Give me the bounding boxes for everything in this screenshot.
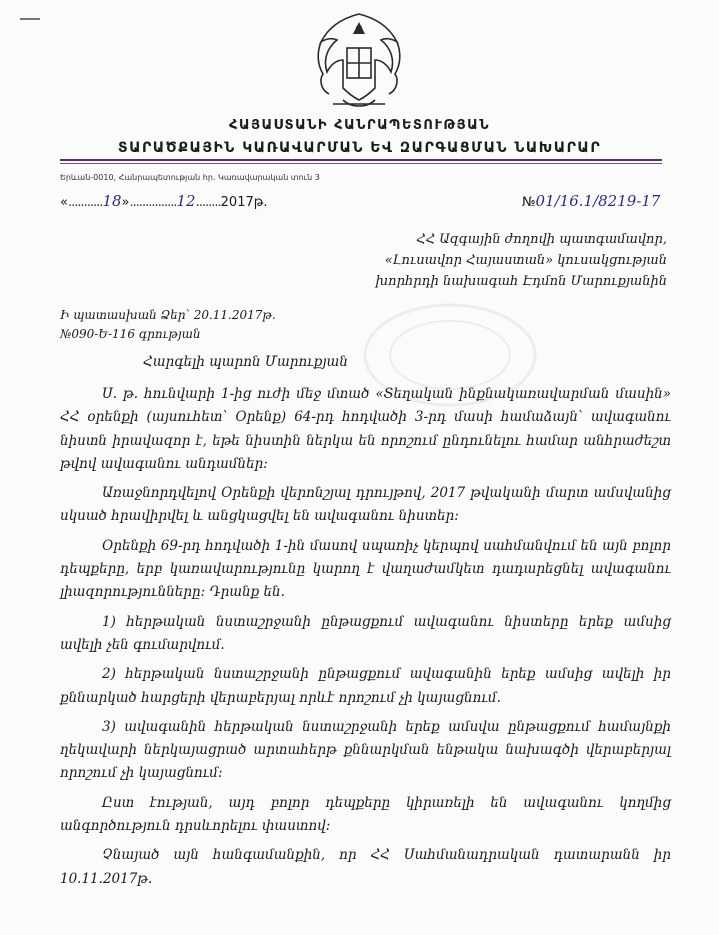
body-paragraph: Չնայած այն հանգամանքին, որ ՀՀ Սահմանադրական դատարանն իր 10.11.2017թ. <box>60 847 671 887</box>
date-day: 18 <box>102 192 122 210</box>
list-item: 2) հերթական նստաշրջանի ընթացքում ավագանին երեք ամսից ավելի իր քննարկած հարցերի վերաբերյալ որևէ որոշում չի կայացնում. <box>60 666 671 706</box>
body-paragraph: Ըստ էության, այդ բոլոր դեպքերը կիրառելի են ավագանու կողմից անգործություն դրսևորելու փաստով: <box>60 794 671 835</box>
body-paragraph: Առաջնորդվելով Օրենքի վերոնշյալ դրույթով, 2017 թվականի մարտ ամսվանից սկսած հրավիրվել և անցկացվել են ավագանու նիստեր: <box>60 485 671 525</box>
header-rule-thin <box>60 163 662 164</box>
reply-reference: Ի պատասխան Ձեր՝ 20.11.2017թ. №090-Ե-116 գրության <box>60 308 276 341</box>
ministry-address: Երևան-0010, Հանրապետության hր. Կառավարական տուն 3 <box>60 173 320 182</box>
registration-number: №01/16.1/8219-17 <box>522 192 661 210</box>
coat-of-arms-emblem <box>313 8 405 112</box>
header-rule <box>60 159 662 161</box>
scan-mark <box>20 18 40 20</box>
addressee-line: «Լուսավոր Հայաստան» կուսակցության <box>384 253 667 268</box>
date-year: 2017թ. <box>220 195 268 210</box>
salutation: Հարգելի պարոն Մարուքյան <box>143 354 348 370</box>
country-title: ՀԱՅԱՍՏԱՆԻ ՀԱՆՐԱՊԵՏՈՒԹՅԱՆ <box>228 118 490 133</box>
date-open-quote: « <box>60 195 68 210</box>
body-paragraph: Ս. թ. հունվարի 1-ից ուժի մեջ մտած «Տեղական ինքնակառավարման մասին» ՀՀ օրենքի (այսուհետ՝ Օրենք) 64-րդ հոդվածի 3-րդ մասի համաձայն՝ ավագանու նիստն իրավազոր է, եթե նիստին ներկա են որոշում ընդունելու համար անհրաժեշտ թվով ավագանու անդամներ: <box>60 386 671 472</box>
ministry-title: ՏԱՐԱԾՔԱՅԻՆ ԿԱՌԱՎԱՐՄԱՆ ԵՎ ԶԱՐԳԱՑՄԱՆ ՆԱԽԱՐԱՐ <box>117 140 602 156</box>
body-paragraph: Օրենքի 69-րդ հոդվածի 1-ին մասով սպառիչ կերպով սահմանվում են այն բոլոր դեպքերը, երբ կառավարությունը կարող է վաղաժամկետ դադարեցնել ավագանու լիազորությունները: Դրանք են. <box>60 537 671 601</box>
letter-date: «...........18»...............12........2017թ. <box>60 192 268 210</box>
date-month: 12 <box>176 192 196 210</box>
list-item: 3) ավագանին հերթական նստաշրջանի երեք ամսվա ընթացքում համայնքի ղեկավարի ներկայացրած արտահերթ քննարկման ենթակա նախագծի վերաբերյալ որոշում չի կայացնում: <box>60 718 671 782</box>
addressee-line: ՀՀ Ազգային ժողովի պատգամավոր, <box>416 232 667 247</box>
list-item: 1) հերթական նստաշրջանի ընթացքում ավագանու նիստերը երեք ամսից ավելի չեն գումարվում. <box>60 613 671 653</box>
addressee-line: խորհրդի նախագահ Էդմոն Մարուքյանին <box>375 274 667 289</box>
date-close-quote: » <box>121 195 130 210</box>
letter-body <box>60 383 671 897</box>
addressee-block <box>376 229 668 292</box>
